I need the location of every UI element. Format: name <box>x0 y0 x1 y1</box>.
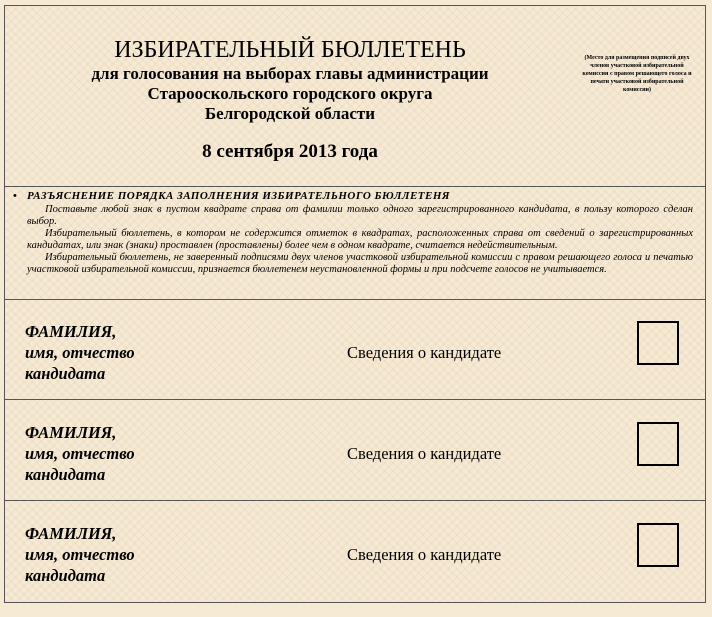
candidate-name-line: кандидата <box>25 364 106 383</box>
instructions-title <box>13 190 687 202</box>
candidate-row <box>5 400 705 501</box>
instruction-paragraph-2: Избирательный бюллетень, в котором не содержится отметок в квадратах, расположенных справа от сведений о зарегистрированных кандидатах, или знак (знаки) проставлен (проставлены) более чем в одном квадрате, считается недействительным. <box>27 228 693 251</box>
bullet-icon: • <box>13 190 18 202</box>
election-description-line-1: для голосования на выборах главы администрации <box>91 64 489 83</box>
ballot-title: ИЗБИРАТЕЛЬНЫЙ БЮЛЛЕТЕНЬ <box>114 37 466 63</box>
vote-checkbox[interactable] <box>637 523 679 567</box>
instructions-text <box>27 204 693 276</box>
candidate-name-line: имя, отчество <box>25 343 135 362</box>
candidate-surname: ФАМИЛИЯ, <box>25 423 117 442</box>
candidate-info: Сведения о кандидате <box>347 545 502 564</box>
signature-stamp-note: (Место для размещения подписей двух членов участковой избирательной комиссии с правом решающего голоса и печати участковой избирательной комиссии) <box>582 55 692 93</box>
election-description-line-3: Белгородской области <box>204 104 376 123</box>
header-main <box>45 36 535 164</box>
candidate-row <box>5 501 705 604</box>
candidate-name-line: имя, отчество <box>25 444 135 463</box>
candidate-info: Сведения о кандидате <box>347 343 502 362</box>
candidate-info: Сведения о кандидате <box>347 444 502 463</box>
ballot-header <box>5 6 705 187</box>
candidate-surname: ФАМИЛИЯ, <box>25 322 117 341</box>
vote-checkbox[interactable] <box>637 422 679 466</box>
vote-checkbox[interactable] <box>637 321 679 365</box>
instructions-title-text: РАЗЪЯСНЕНИЕ ПОРЯДКА ЗАПОЛНЕНИЯ ИЗБИРАТЕЛЬНОГО БЮЛЛЕТЕНЯ <box>27 190 450 202</box>
instruction-paragraph-3: Избирательный бюллетень, не заверенный подписями двух членов участковой избирательной комиссии с правом решающего голоса и печатью участковой избирательной комиссии, признается бюллетенем неустановленной формы и при подсчете голосов не учитывается. <box>27 252 693 275</box>
candidate-name <box>25 321 135 384</box>
election-description-line-2: Старооскольского городского округа <box>147 84 433 103</box>
candidate-name-line: кандидата <box>25 566 106 585</box>
instruction-paragraph-1: Поставьте любой знак в пустом квадрате справа от фамилии только одного зарегистрированного кандидата, в пользу которого сделан выбор. <box>27 204 693 227</box>
candidate-name <box>25 523 135 586</box>
candidate-row <box>5 299 705 400</box>
candidate-name-line: кандидата <box>25 465 106 484</box>
candidate-name <box>25 422 135 485</box>
instructions-section <box>5 186 705 300</box>
election-date: 8 сентября 2013 года <box>202 141 378 162</box>
candidate-name-line: имя, отчество <box>25 545 135 564</box>
ballot-paper <box>4 5 706 603</box>
candidate-surname: ФАМИЛИЯ, <box>25 524 117 543</box>
